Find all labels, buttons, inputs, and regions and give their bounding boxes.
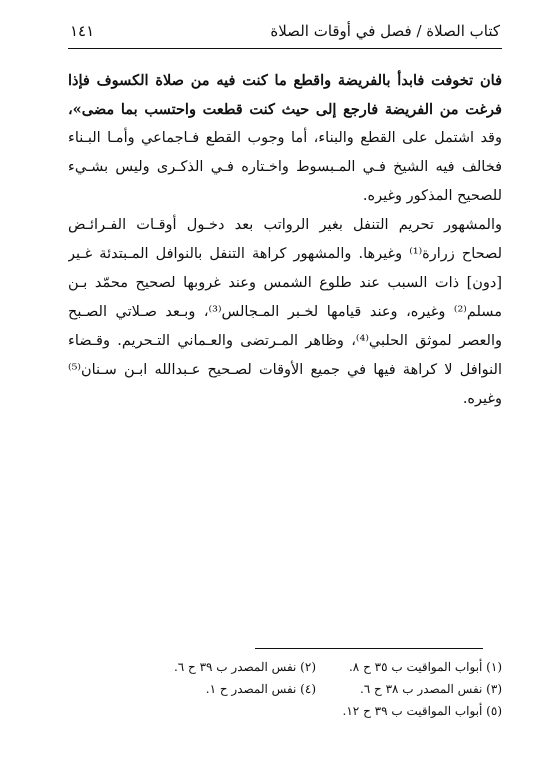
text-line: مسلم⁽²⁾ وغيره، وعند قيامها لخـبر المـجالس⁽³⁾، وبـعد صـلاتي الصـبح [68,304,502,320]
text-line: فان تخوفت فابدأ بالفريضة واقطع ما كنت فيه من صلاة الكسوف فإذا [68,72,502,89]
page-number: ١٤١ [70,22,95,40]
footnote-2: (٢) نفس المصدر ب ٣٩ ح ٦. [173,660,316,674]
footnotes [130,656,502,722]
text-line: فخالف فيه الشيخ فـي المـبسوط واخـتاره فـي الذكـرى وليس بشـيء [68,159,502,175]
text-line: للصحيح المذكور وغيره. [362,188,502,204]
footnote-3: (٣) نفس المصدر ب ٣٨ ح ٦. [359,682,502,696]
body-text [68,66,502,414]
footnote-5: (٥) أبواب المواقيت ب ٣٩ ح ١٢. [342,704,502,718]
text-line: وغيره. [462,391,502,407]
text-line: النوافل لا كراهة فيها في جميع الأوقات لصـحيح عـبدالله ابـن سـنان⁽⁵⁾ [68,362,502,378]
text-line: فرغت من الفريضة فارجع إلى حيث كنت قطعت واحتسب بما مضى»، [68,101,502,118]
text-line: [دون] ذات السبب عند طلوع الشمس وعند غروبها لصحيح محمّد بـن [68,275,502,291]
footnote-4: (٤) نفس المصدر ح ١. [205,682,316,696]
footnote-1: (١) أبواب المواقيت ب ٣٥ ح ٨. [348,660,502,674]
text-line: وقد اشتمل على القطع والبناء، أما وجوب القطع فـاجماعي وأمـا البـناء [68,130,502,146]
header-divider [68,48,502,49]
footnote-divider [255,648,483,649]
running-header-title: كتاب الصلاة / فصل في أوقات الصلاة [270,22,500,40]
text-line: والعصر لموثق الحلبي⁽⁴⁾، وظاهر المـرتضى والعـماني التـحريم. وقـضاء [68,333,502,349]
text-line: لصحاح زرارة⁽¹⁾ وغيرها. والمشهور كراهة التنفل بالنوافل المـبتدئة غـير [68,246,502,262]
text-line: والمشهور تحريم التنفل بغير الرواتب بعد دخـول أوقـات الفـرائـض [68,217,502,233]
